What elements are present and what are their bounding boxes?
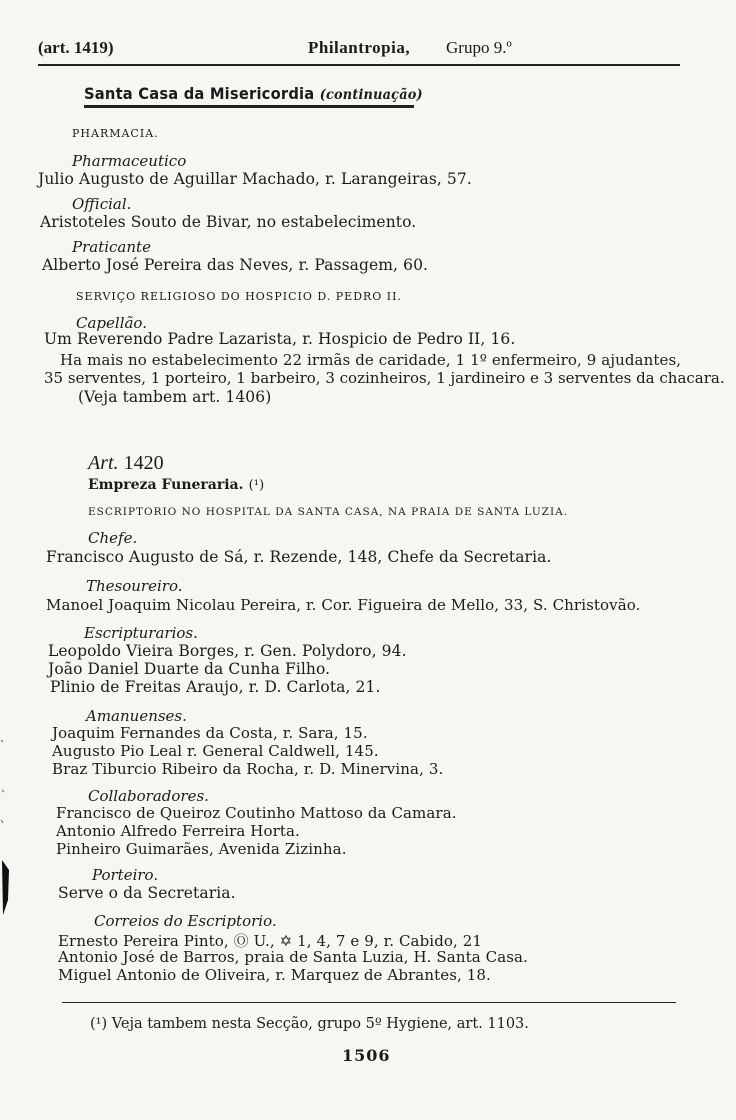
role-correios: Correios do Escriptorio. <box>94 912 277 930</box>
subheading-servico: SERVIÇO RELIGIOSO DO HOSPICIO D. PEDRO II. <box>76 290 402 303</box>
company-heading <box>88 474 264 493</box>
role-pharmaceutico: Pharmaceutico <box>72 152 187 170</box>
section-title-text: Santa Casa da Misericordia <box>84 84 315 103</box>
article-label: Art. <box>88 452 119 474</box>
role-official: Official. <box>72 195 132 213</box>
section-title-suffix: (continuação) <box>319 87 423 103</box>
role-amanuenses: Amanuenses. <box>86 707 187 725</box>
section-title <box>84 84 423 103</box>
entry-thesoureiro: Manoel Joaquim Nicolau Pereira, r. Cor. Figueira de Mello, 33, S. Christovão. <box>46 596 641 614</box>
page-number: 1506 <box>342 1046 391 1065</box>
header-title: Philantropia, <box>308 38 411 57</box>
subheading-pharmacia: PHARMACIA. <box>72 127 159 140</box>
list-item: Miguel Antonio de Oliveira, r. Marquez de Abrantes, 18. <box>58 966 491 984</box>
company-title: Empreza Funeraria. <box>88 477 244 493</box>
subheading-escriptorio: ESCRIPTORIO NO HOSPITAL DA SANTA CASA, NA PRAIA DE SANTA LUZIA. <box>88 506 569 518</box>
footnote-rule <box>62 1002 676 1003</box>
list-item: Augusto Pio Leal r. General Caldwell, 145. <box>52 742 379 760</box>
list-item: João Daniel Duarte da Cunha Filho. <box>48 660 331 678</box>
article-number: 1420 <box>123 452 164 474</box>
role-porteiro: Porteiro. <box>92 866 159 884</box>
list-item: Braz Tiburcio Ribeiro da Rocha, r. D. Minervina, 3. <box>52 760 444 778</box>
entry-pharmaceutico: Julio Augusto de Aguillar Machado, r. Larangeiras, 57. <box>38 170 472 188</box>
role-thesoureiro: Thesoureiro. <box>86 577 183 595</box>
list-item: Leopoldo Vieira Borges, r. Gen. Polydoro, 94. <box>48 642 407 660</box>
header-group: Grupo 9.º <box>446 38 512 57</box>
company-title-note: (¹) <box>248 478 265 493</box>
scan-edge-mark <box>0 700 12 1000</box>
role-chefe: Chefe. <box>88 529 138 547</box>
header-rule <box>38 64 680 66</box>
list-item: Plinio de Freitas Araujo, r. D. Carlota, 21. <box>50 678 381 696</box>
entry-chefe: Francisco Augusto de Sá, r. Rezende, 148, Chefe da Secretaria. <box>46 548 552 566</box>
list-item: Joaquim Fernandes da Costa, r. Sara, 15. <box>52 724 368 742</box>
entry-official: Aristoteles Souto de Bivar, no estabelecimento. <box>40 213 417 231</box>
list-item: Ernesto Pereira Pinto, Ⓞ U., ✡ 1, 4, 7 e 9, r. Cabido, 21 <box>58 932 483 950</box>
role-capellao: Capellão. <box>76 314 147 332</box>
header-article: (art. 1419) <box>38 38 114 57</box>
list-item: Francisco de Queiroz Coutinho Mattoso da Camara. <box>56 804 457 822</box>
entry-capellao: Um Reverendo Padre Lazarista, r. Hospicio de Pedro II, 16. <box>44 330 516 348</box>
list-item: Pinheiro Guimarães, Avenida Zizinha. <box>56 840 347 858</box>
role-collaboradores: Collaboradores. <box>88 787 209 805</box>
role-escripturarios: Escripturarios. <box>84 624 198 642</box>
list-item: Antonio José de Barros, praia de Santa Luzia, H. Santa Casa. <box>58 948 528 966</box>
list-item: Antonio Alfredo Ferreira Horta. <box>56 822 300 840</box>
note-line-1: Ha mais no estabelecimento 22 irmãs de caridade, 1 1º enfermeiro, 9 ajudantes, <box>60 351 682 369</box>
entry-praticante: Alberto José Pereira das Neves, r. Passagem, 60. <box>42 256 429 274</box>
section-title-underline <box>84 105 414 108</box>
note-line-2: 35 serventes, 1 porteiro, 1 barbeiro, 3 cozinheiros, 1 jardineiro e 3 serventes da chacara. <box>44 369 725 387</box>
entry-porteiro: Serve o da Secretaria. <box>58 884 236 902</box>
article-heading <box>88 452 164 475</box>
footnote: (¹) Veja tambem nesta Secção, grupo 5º Hygiene, art. 1103. <box>90 1016 529 1032</box>
note-veja: (Veja tambem art. 1406) <box>78 388 272 406</box>
role-praticante: Praticante <box>72 238 151 256</box>
